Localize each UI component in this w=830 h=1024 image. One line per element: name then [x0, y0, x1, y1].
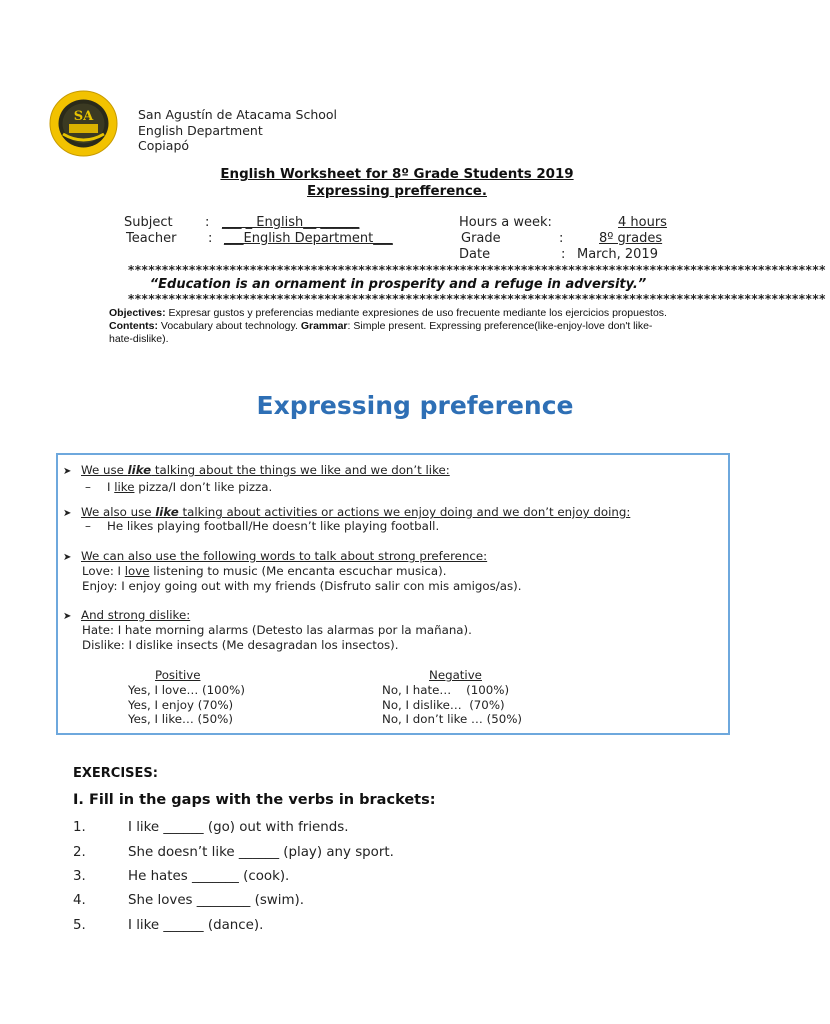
subject-value: ___ _ English__ ______	[222, 215, 360, 230]
worksheet-subtitle: Expressing prefference.	[307, 184, 487, 199]
negative-row: No, I hate… (100%)	[382, 683, 510, 697]
subject-colon: :	[205, 215, 210, 230]
enjoy-example: Enjoy: I enjoy going out with my friends (Disfruto salir con mis amigos/as).	[82, 579, 522, 593]
hours-value: 4 hours	[618, 215, 667, 230]
hate-example: Hate: I hate morning alarms (Detesto las alarmas por la mañana).	[82, 623, 472, 637]
bullet-like-example: – I like pizza/I don’t like pizza.	[85, 480, 273, 494]
grammar-label: Grammar	[300, 320, 348, 332]
section-heading: Expressing preference	[256, 391, 574, 420]
bullet-also-like-example: – He likes playing football/He doesn’t like playing football.	[85, 519, 440, 533]
date-value: March, 2019	[577, 247, 658, 262]
department-name: English Department	[138, 122, 263, 138]
arrow-bullet-icon: ➤	[63, 466, 72, 477]
arrow-bullet-icon: ➤	[63, 611, 72, 622]
grade-colon: :	[559, 231, 564, 246]
exercise-item: I like ______ (go) out with friends.	[128, 820, 349, 835]
contents-text: Vocabulary about technology.	[158, 320, 301, 332]
bullet-strong-dislike: ➤ And strong dislike:	[63, 608, 191, 622]
grade-label: Grade	[461, 231, 501, 246]
exercise-item: She doesn’t like ______ (play) any sport.	[128, 845, 394, 860]
exercises-title: EXERCISES:	[73, 766, 158, 781]
arrow-bullet-icon: ➤	[63, 552, 72, 563]
teacher-colon: :	[208, 231, 213, 246]
exercise-item: She loves ________ (swim).	[128, 893, 305, 908]
negative-header: Negative	[429, 668, 482, 682]
grammar-text: : Simple present. Expressing preference(like-enjoy-love don't like-hate-dislike).	[109, 320, 653, 345]
exercise-number: 4.	[73, 893, 86, 908]
stars-divider-bottom: *******************************************************************************************************	[128, 292, 826, 306]
objectives-text: Expresar gustos y preferencias mediante expresiones de uso frecuente mediante los ejercicios propuestos.	[165, 307, 667, 319]
positive-row: Yes, I like… (50%)	[128, 712, 233, 726]
exercise-number: 1.	[73, 820, 86, 835]
bullet-strong-preference: ➤ We can also use the following words to talk about strong preference:	[63, 549, 488, 563]
love-example: Love: I love listening to music (Me encanta escuchar musica).	[82, 564, 447, 578]
positive-row: Yes, I love… (100%)	[128, 683, 245, 697]
hours-label: Hours a week:	[459, 215, 552, 230]
negative-row: No, I dislike… (70%)	[382, 698, 505, 712]
stars-divider-top: *******************************************************************************************************	[128, 263, 826, 277]
exercise-item: I like ______ (dance).	[128, 918, 264, 933]
positive-header: Positive	[155, 668, 201, 682]
arrow-bullet-icon: ➤	[63, 508, 72, 519]
logo-lettering: SA	[73, 109, 94, 124]
grade-value: 8º grades	[599, 231, 663, 246]
worksheet-title: English Worksheet for 8º Grade Students 2019	[220, 167, 574, 182]
subject-label: Subject	[124, 215, 173, 230]
teacher-label: Teacher	[126, 231, 177, 246]
exercise-number: 2.	[73, 845, 86, 860]
school-motto: “Education is an ornament in prosperity and a refuge in adversity.”	[149, 277, 647, 292]
positive-row: Yes, I enjoy (70%)	[128, 698, 234, 712]
bullet-also-like: ➤ We also use like talking about activities or actions we enjoy doing and we don’t enjoy doing:	[63, 505, 631, 519]
bullet-like: ➤ We use like talking about the things we like and we don’t like:	[63, 463, 450, 477]
city-name: Copiapó	[138, 138, 190, 153]
school-header	[138, 107, 337, 154]
contents-label: Contents:	[109, 320, 158, 332]
date-label: Date	[459, 247, 491, 262]
objectives-block	[109, 307, 669, 346]
teacher-value: ___English Department___	[224, 231, 393, 246]
exercise-number: 5.	[73, 918, 86, 933]
school-name: San Agustín de Atacama School	[138, 107, 338, 122]
exercise-number: 3.	[73, 869, 86, 884]
objectives-label: Objectives:	[109, 307, 166, 319]
exercises-subtitle: I. Fill in the gaps with the verbs in brackets:	[73, 792, 436, 808]
negative-row: No, I don’t like … (50%)	[382, 712, 523, 726]
date-colon: :	[561, 247, 566, 262]
dislike-example: Dislike: I dislike insects (Me desagradan los insectos).	[82, 638, 399, 652]
school-logo	[49, 90, 118, 157]
exercise-item: He hates _______ (cook).	[128, 869, 290, 884]
